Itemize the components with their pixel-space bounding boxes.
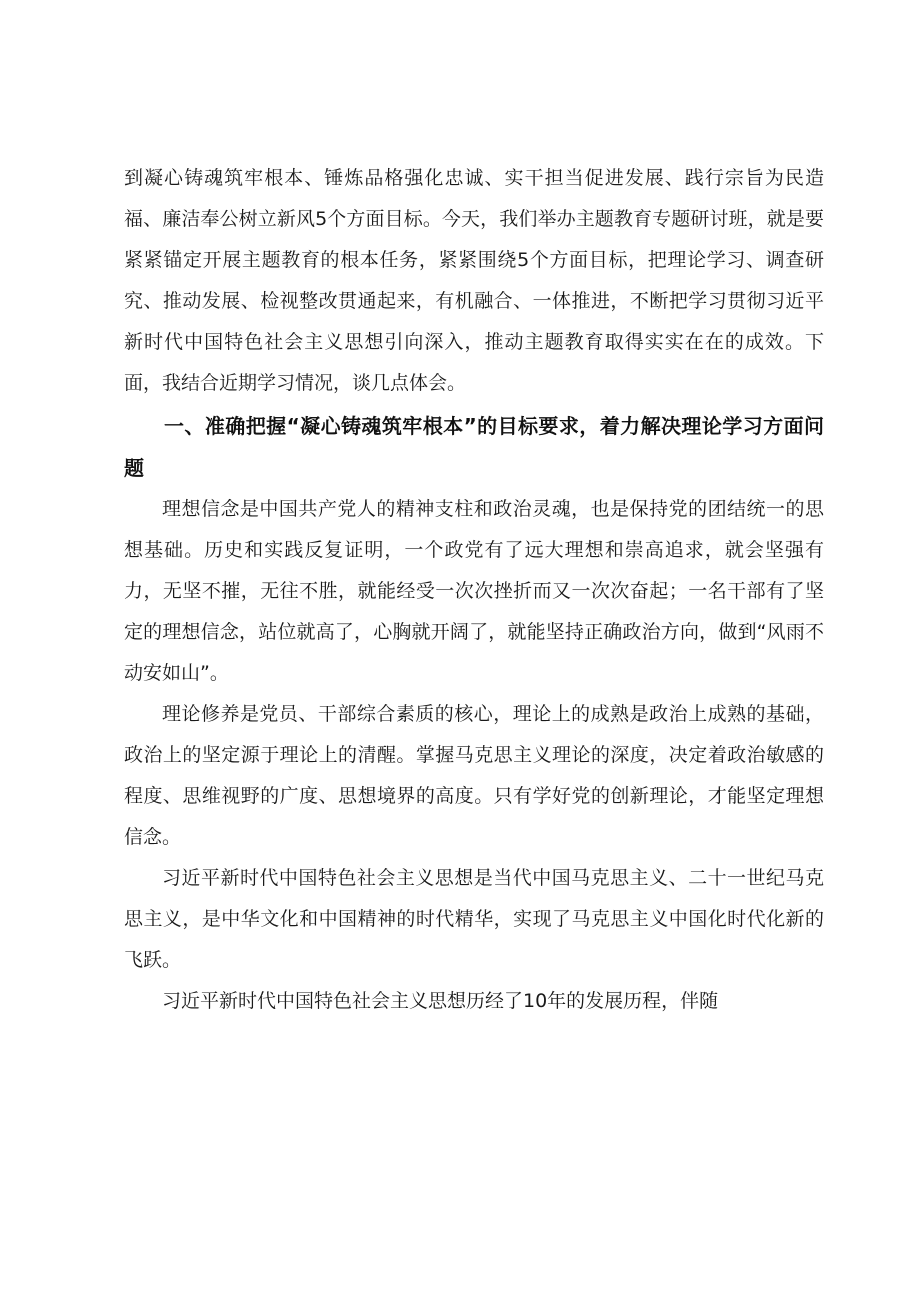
section-heading-1: 一、准确把握“凝心铸魂筑牢根本”的目标要求，着力解决理论学习方面问题 bbox=[124, 414, 824, 480]
paragraph-ideals-beliefs: 理想信念是中国共产党人的精神支柱和政治灵魂，也是保持党的团结统一的思想基础。历史和实践反复证明，一个政党有了远大理想和崇高追求，就会坚强有力，无坚不摧，无往不胜，就能经受一次次挫折而又一次次奋起；一名干部有了坚定的理想信念，站位就高了，心胸就开阔了，就能坚持正确政治方向，做到“风雨不动安如山”。 bbox=[124, 498, 824, 684]
document-body bbox=[124, 158, 824, 1022]
paragraph-thought-significance: 习近平新时代中国特色社会主义思想是当代中国马克思主义、二十一世纪马克思主义，是中华文化和中国精神的时代精华，实现了马克思主义中国化时代化新的飞跃。 bbox=[124, 867, 824, 971]
paragraph-theory-cultivation: 理论修养是党员、干部综合素质的核心，理论上的成熟是政治上成熟的基础，政治上的坚定源于理论上的清醒。掌握马克思主义理论的深度，决定着政治敏感的程度、思维视野的广度、思想境界的高度。只有学好党的创新理论，才能坚定理想信念。 bbox=[124, 703, 824, 848]
paragraph-continuation: 到凝心铸魂筑牢根本、锤炼品格强化忠诚、实干担当促进发展、践行宗旨为民造福、廉洁奉公树立新风5个方面目标。今天，我们举办主题教育专题研讨班，就是要紧紧锚定开展主题教育的根本任务，紧紧围绕5个方面目标，把理论学习、调查研究、推动发展、检视整改贯通起来，有机融合、一体推进，不断把学习贯彻习近平新时代中国特色社会主义思想引向深入，推动主题教育取得实实在在的成效。下面，我结合近期学习情况，谈几点体会。 bbox=[124, 167, 824, 394]
paragraph-thought-development: 习近平新时代中国特色社会主义思想历经了10年的发展历程，伴随 bbox=[162, 990, 719, 1012]
